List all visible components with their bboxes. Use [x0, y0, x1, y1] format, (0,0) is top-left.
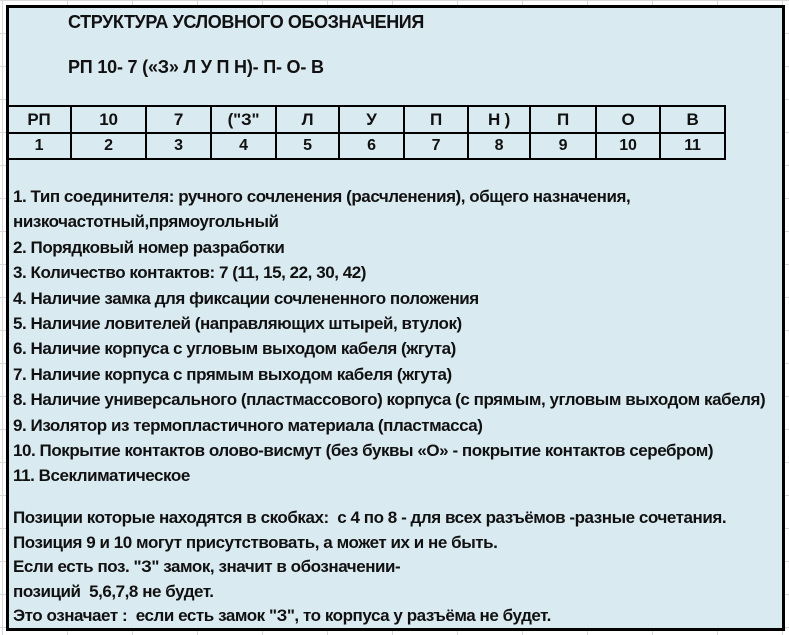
legend-line: 5. Наличие ловителей (направляющих штырей, втулок)	[13, 314, 462, 334]
position-cell: 5	[276, 133, 339, 159]
position-cell: 11	[660, 133, 725, 159]
code-cell: Л	[276, 106, 339, 133]
designation-example: РП 10- 7 («З» Л У П Н)- П- О- В	[68, 57, 324, 77]
position-cell: 7	[404, 133, 468, 159]
legend-line: 10. Покрытие контактов олово-висмут (без буквы «О» - покрытие контактов серебром)	[13, 441, 714, 461]
code-cell: 7	[146, 106, 211, 133]
legend-list	[13, 184, 781, 489]
legend-line: 1. Тип соединителя: ручного сочленения (расчленения), общего назначения,	[13, 187, 631, 206]
legend-line: 7. Наличие корпуса с прямым выходом кабеля (жгута)	[13, 364, 452, 384]
legend-line: 3. Количество контактов: 7 (11, 15, 22, 30, 42)	[13, 263, 366, 283]
position-cell: 1	[7, 133, 71, 159]
legend-line: 8. Наличие универсального (пластмассового) корпуса (с прямым, угловым выходом кабеля)	[13, 390, 766, 410]
note-line: позиций 5,6,7,8 не будет.	[13, 581, 214, 601]
code-cell: В	[660, 106, 725, 133]
code-cell: У	[339, 106, 404, 133]
code-cell: П	[404, 106, 468, 133]
notes-list	[13, 506, 781, 629]
note-line: Это означает : если есть замок "З", то корпуса у разъёма не будет.	[13, 606, 551, 626]
code-row	[7, 106, 725, 133]
designation-panel	[6, 5, 785, 631]
code-cell: РП	[7, 106, 71, 133]
position-cell: 3	[146, 133, 211, 159]
position-cell: 8	[468, 133, 530, 159]
legend-line: 11. Всеклиматическое	[13, 466, 190, 486]
code-cell: 10	[71, 106, 146, 133]
position-cell: 2	[71, 133, 146, 159]
code-cell: Н )	[468, 106, 530, 133]
note-line: Если есть поз. "З" замок, значит в обозначении-	[13, 557, 401, 577]
legend-line: 2. Порядковый номер разработки	[13, 237, 285, 257]
position-cell: 4	[211, 133, 276, 159]
legend-line: 6. Наличие корпуса с угловым выходом кабеля (жгута)	[13, 339, 456, 359]
code-cell: П	[530, 106, 596, 133]
legend-line: 9. Изолятор из термопластичного материала (пластмасса)	[13, 415, 483, 435]
designation-table	[6, 105, 726, 160]
code-cell: ("З"	[211, 106, 276, 133]
code-cell: О	[596, 106, 660, 133]
position-row	[7, 133, 725, 159]
position-cell: 9	[530, 133, 596, 159]
page-title: СТРУКТУРА УСЛОВНОГО ОБОЗНАЧЕНИЯ	[68, 12, 424, 32]
legend-line: низкочастотный,прямоугольный	[13, 212, 279, 232]
legend-line: 4. Наличие замка для фиксации сочлененного положения	[13, 288, 479, 308]
position-cell: 6	[339, 133, 404, 159]
position-cell: 10	[596, 133, 660, 159]
note-line: Позиция 9 и 10 могут присутствовать, а может их и не быть.	[13, 532, 498, 552]
note-line: Позиции которые находятся в скобках: с 4 по 8 - для всех разъёмов -разные сочетания.	[13, 508, 727, 527]
